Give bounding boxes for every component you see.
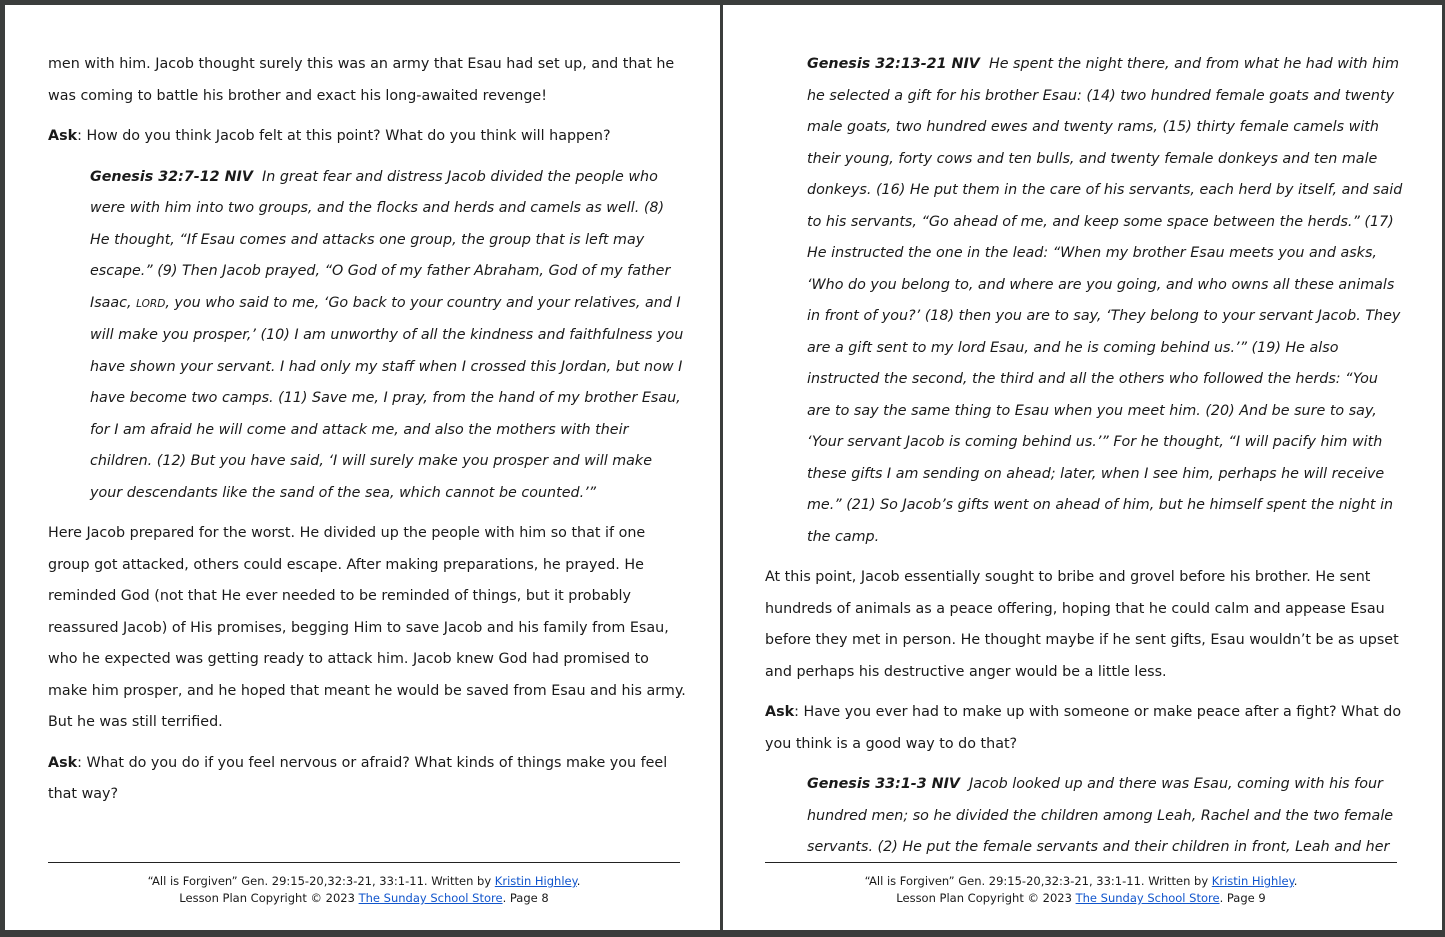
footer-punctuation: . bbox=[1293, 874, 1298, 888]
page-number: . Page 9 bbox=[1219, 891, 1266, 905]
ask-text: : How do you think Jacob felt at this point? What do you think will happen? bbox=[77, 128, 611, 144]
scripture-text-continued: , you who said to me, ‘Go back to your country and your relatives, and I will make you prosper,’ (10) I am unworthy of all the kindness and faithfulness you have shown your servant. I had only my staff when I crossed this Jordan, but now I have become two camps. (11) Save me, I pray, from the hand of my brother Esau, for I am afraid he will come and attack me, and also the mothers with their children. (12) But you have said, ‘I will surely make you prosper and will make your descendants like the sand of the sea, which cannot be counted.’” bbox=[90, 294, 684, 501]
paragraph: Here Jacob prepared for the worst. He divided up the people with him so that if one group got attacked, others could escape. After making preparations, he prayed. He reminded God (not that He ever needed to be reminded of things, but it probably reassured Jacob) of His promises, begging Him to save Jacob and his family from Esau, who he expected was getting ready to attack him. Jacob knew God had promised to make him prosper, and he hoped that meant he would be saved from Esau and his army. But he was still terrified. bbox=[48, 525, 686, 730]
footer-line-2 bbox=[765, 890, 1397, 907]
store-link[interactable]: The Sunday School Store bbox=[1075, 891, 1220, 905]
scripture-text: Jacob looked up and there was Esau, coming with his four hundred men; so he divided the children among Leah, Rachel and the two female servants. (2) He put the female servants and their children in front, Leah and her bbox=[807, 776, 1394, 855]
footer-line-1 bbox=[765, 873, 1397, 890]
ask-label: Ask bbox=[48, 754, 78, 771]
page-9 bbox=[723, 5, 1442, 930]
author-link[interactable]: Kristin Highley bbox=[1211, 874, 1294, 888]
ask-text: : What do you do if you feel nervous or afraid? What kinds of things make you feel that way? bbox=[48, 754, 668, 802]
ask-paragraph bbox=[765, 697, 1405, 760]
lord-small-caps: LORD bbox=[136, 297, 166, 310]
footer-line-2 bbox=[48, 890, 680, 907]
ask-paragraph bbox=[48, 121, 686, 153]
scripture-reference: Genesis 32:13-21 NIV bbox=[807, 56, 980, 72]
paragraph: men with him. Jacob thought surely this was an army that Esau had set up, and that he was coming to battle his brother and exact his long-awaited revenge! bbox=[48, 56, 675, 104]
footer-title-text: “All is Forgiven” Gen. 29:15-20,32:3-21, 33:1-11. Written by bbox=[864, 874, 1212, 888]
copyright-text: Lesson Plan Copyright © 2023 bbox=[179, 891, 359, 905]
scripture-quote bbox=[807, 769, 1405, 864]
copyright-text: Lesson Plan Copyright © 2023 bbox=[896, 891, 1076, 905]
scripture-quote bbox=[90, 162, 686, 510]
ask-text: : Have you ever had to make up with someone or make peace after a fight? What do you think is a good way to do that? bbox=[765, 704, 1402, 752]
scripture-reference: Genesis 33:1-3 NIV bbox=[807, 776, 960, 792]
footer-line-1 bbox=[48, 873, 680, 890]
ask-label: Ask bbox=[48, 128, 78, 144]
author-link[interactable]: Kristin Highley bbox=[494, 874, 577, 888]
page-number: . Page 8 bbox=[502, 891, 549, 905]
scripture-text: In great fear and distress Jacob divided the people who were with him into two groups, and the flocks and herds and camels as well. (8) He thought, “If Esau comes and attacks one group, the group that is left may escape.” (9) Then Jacob prayed, “O God of my father Abraham, God of my father Isaac, bbox=[90, 168, 671, 311]
store-link[interactable]: The Sunday School Store bbox=[358, 891, 503, 905]
scripture-reference: Genesis 32:7-12 NIV bbox=[90, 168, 253, 185]
ask-paragraph bbox=[48, 748, 686, 811]
page-footer bbox=[48, 862, 680, 907]
page-8-body bbox=[48, 49, 686, 820]
footer-title-text: “All is Forgiven” Gen. 29:15-20,32:3-21, 33:1-11. Written by bbox=[147, 874, 495, 888]
page-9-body bbox=[765, 49, 1405, 873]
footer-punctuation: . bbox=[576, 874, 581, 888]
paragraph: At this point, Jacob essentially sought to bribe and grovel before his brother. He sent hundreds of animals as a peace offering, hoping that he could calm and appease Esau before they met in person. He thought maybe if he sent gifts, Esau wouldn’t be as upset and perhaps his destructive anger would be a little less. bbox=[765, 569, 1399, 680]
page-footer bbox=[765, 862, 1397, 907]
page-8 bbox=[5, 5, 720, 930]
scripture-text: He spent the night there, and from what he had with him he selected a gift for his brother Esau: (14) two hundred female goats and twenty male goats, two hundred ewes and twenty rams, (15) thirty female camels with their young, forty cows and ten bulls, and twenty female donkeys and ten male donkeys. (16) He put them in the care of his servants, each herd by itself, and said to his servants, “Go ahead of me, and keep some space between the herds.” (17) He instructed the one in the lead: “When my brother Esau meets you and asks, ‘Who do you belong to, and where are you going, and who owns all these animals in front of you?’ (18) then you are to say, ‘They belong to your servant Jacob. They are a gift sent to my lord Esau, and he is coming behind us.’” (19) He also instructed the second, the third and all the others who followed the herds: “You are to say the same thing to Esau when you meet him. (20) And be sure to say, ‘Your servant Jacob is coming behind us.’” For he thought, “I will pacify him with these gifts I am sending on ahead; later, when I see him, perhaps he will receive me.” (21) So Jacob’s gifts went on ahead of him, but he himself spent the night in the camp. bbox=[807, 56, 1403, 545]
scripture-quote bbox=[807, 49, 1405, 553]
ask-label: Ask bbox=[765, 704, 795, 720]
